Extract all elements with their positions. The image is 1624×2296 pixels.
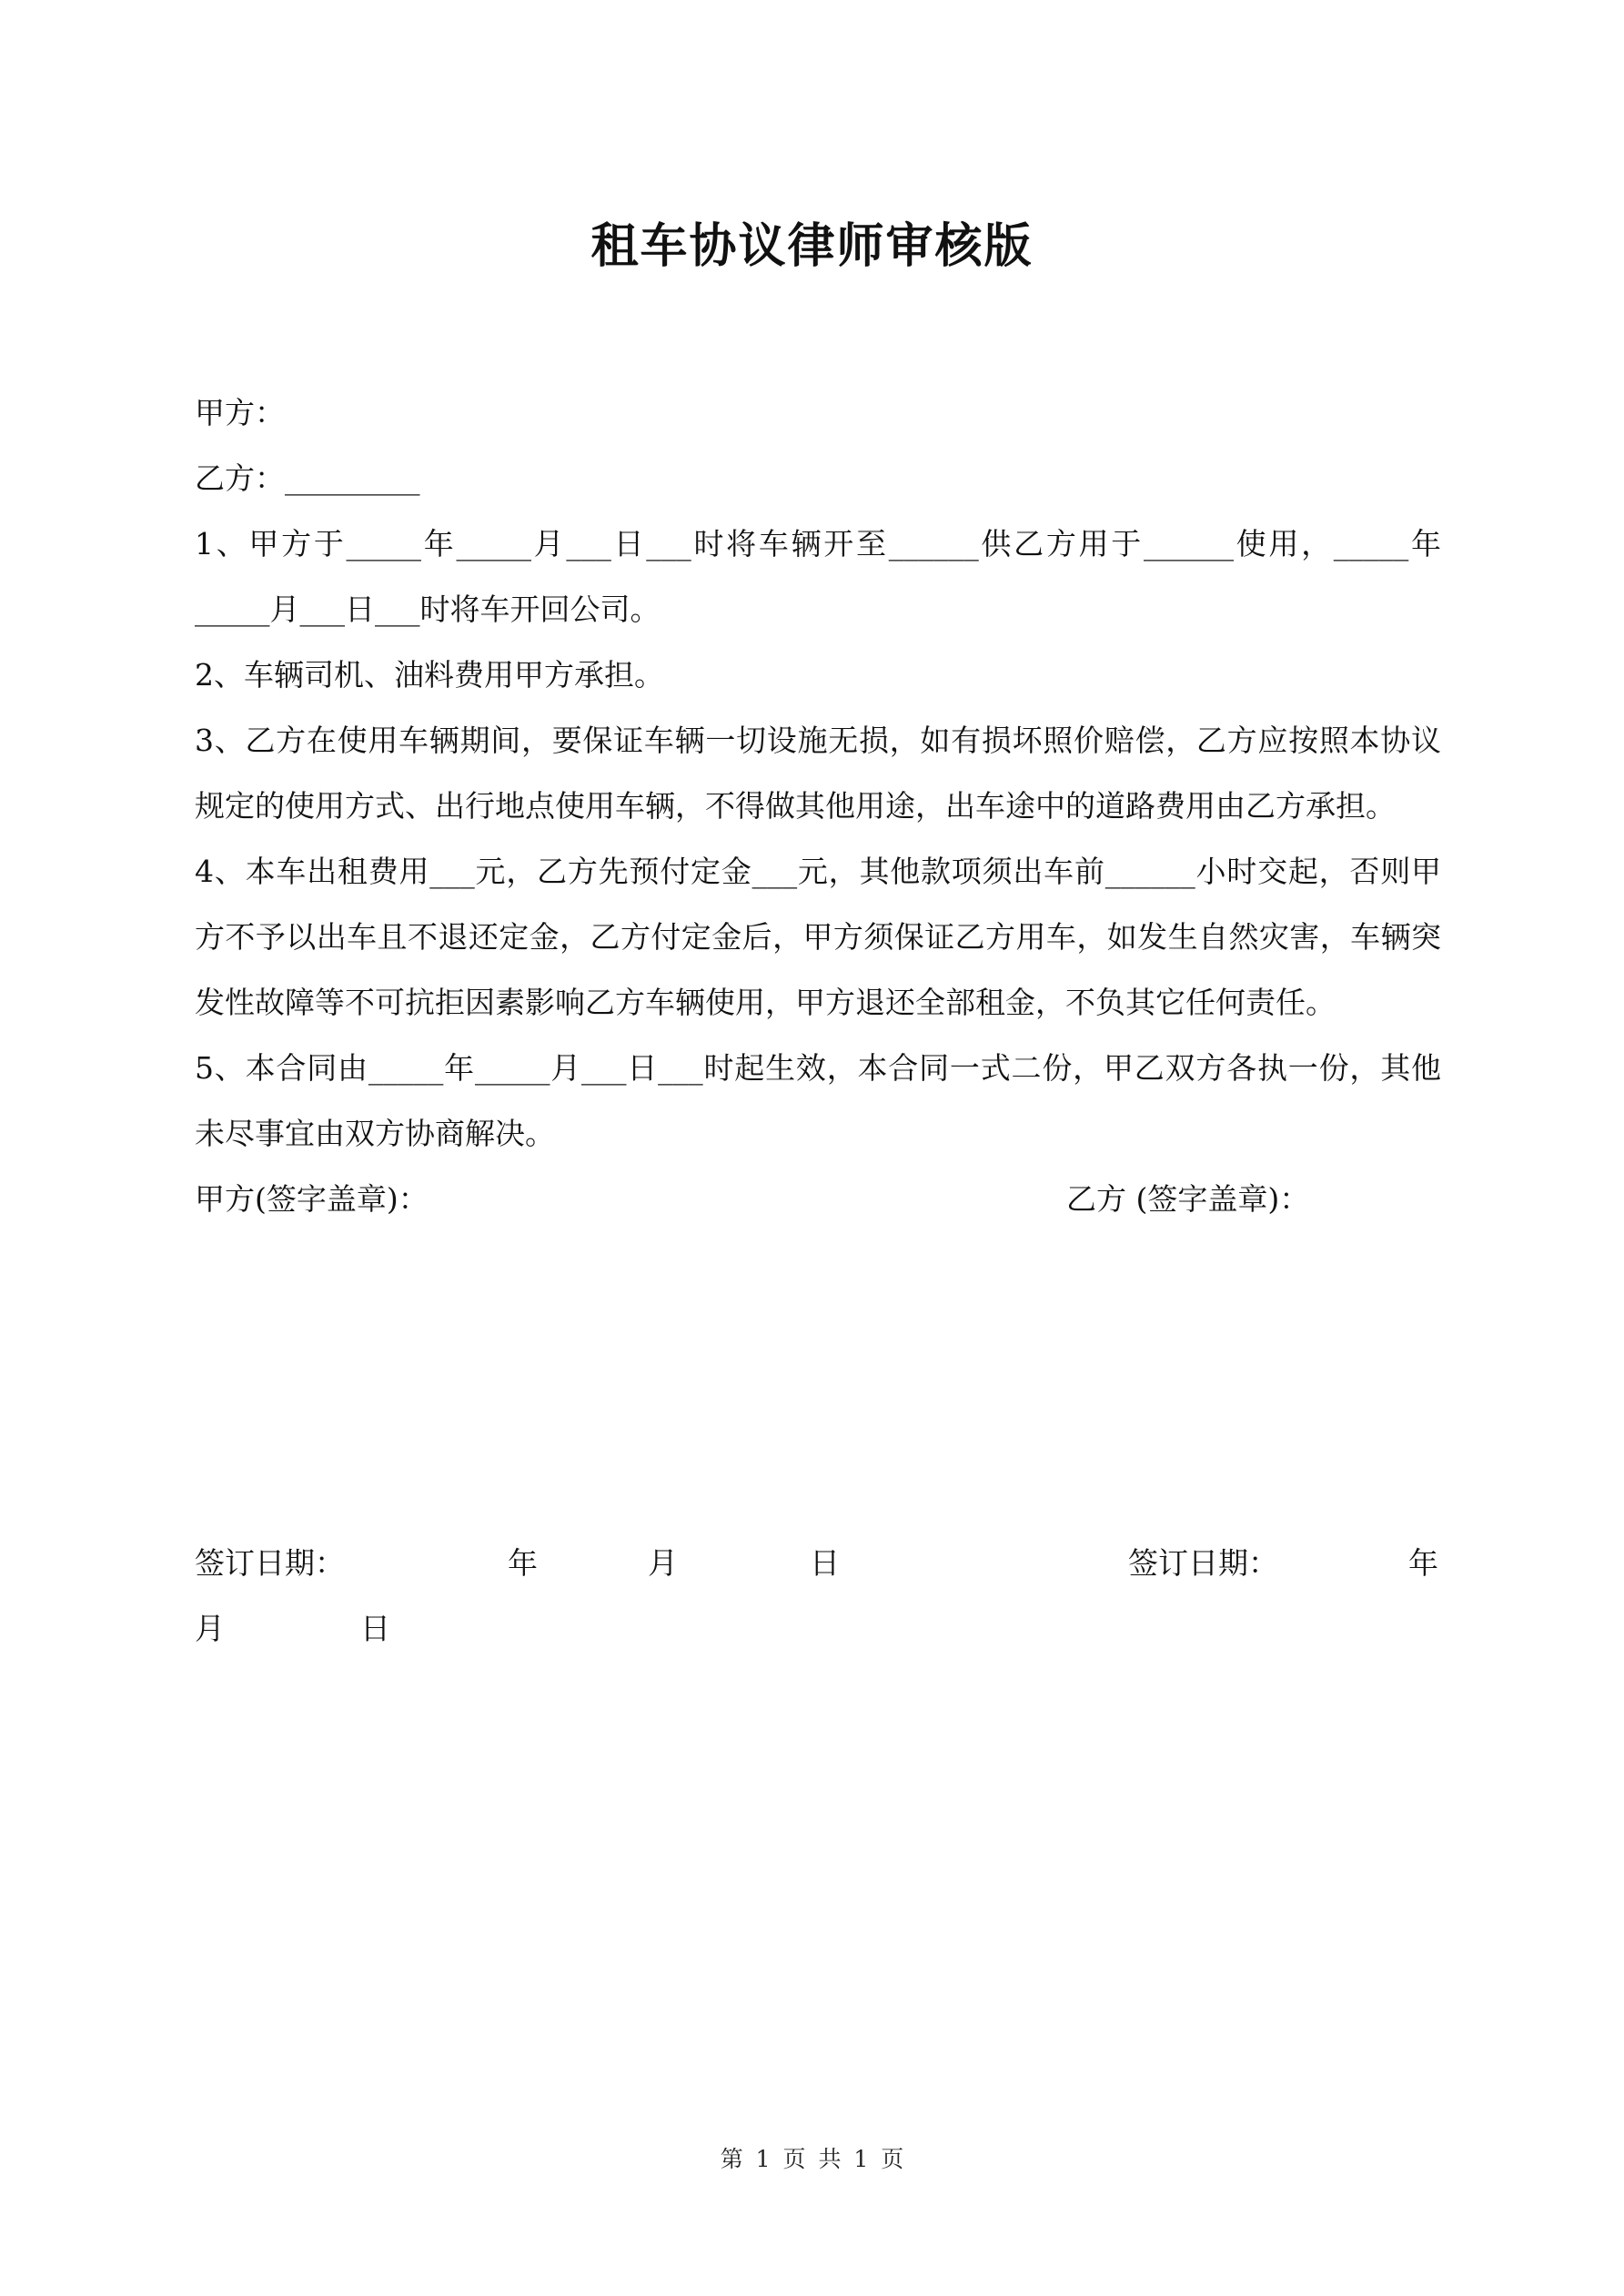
- page-footer: 第 1 页 共 1 页: [720, 2146, 904, 2172]
- signing-date-year-a: 年: [508, 1545, 538, 1581]
- clause-1: 1、甲方于_____年_____月___日___时将车辆开至______供乙方用于______使用，_____年_____月___日___时将车开回公司。: [195, 526, 1441, 627]
- signing-date-block: [195, 1531, 1441, 1662]
- signing-date-month-a: 月: [648, 1545, 678, 1581]
- document-body: [195, 380, 1441, 1232]
- signing-date-label-a: 签订日期：: [195, 1545, 345, 1581]
- party-a-signature-label: 甲方(签字盖章)：: [195, 1181, 429, 1217]
- party-b-signature-label: 乙方 (签字盖章)：: [1066, 1181, 1310, 1217]
- signing-date-day-a: 日: [810, 1545, 840, 1581]
- signing-date-year-b: 年: [1408, 1545, 1438, 1581]
- clause-5: 5、本合同由_____年_____月___日___时起生效，本合同一式二份，甲乙双方各执一份，其他未尽事宜由双方协商解决。: [195, 1050, 1441, 1151]
- signing-date-line-2: [195, 1596, 1441, 1662]
- signature-row: [195, 1167, 1441, 1232]
- clause-4: 4、本车出租费用___元，乙方先预付定金___元，其他款项须出车前______小时交起，否则甲方不予以出车且不退还定金，乙方付定金后，甲方须保证乙方用车，如发生自然灾害，车辆突发性故障等不可抗拒因素影响乙方车辆使用，甲方退还全部租金，不负其它任何责任。: [195, 854, 1441, 1020]
- clause-2: 2、车辆司机、油料费用甲方承担。: [195, 657, 664, 693]
- signing-date-day-b: 日: [360, 1611, 390, 1646]
- party-b-line: 乙方：_________: [195, 460, 420, 496]
- signing-date-month-b: 月: [195, 1611, 225, 1646]
- signing-date-label-b: 签订日期：: [1128, 1545, 1278, 1581]
- signing-date-line-1: [195, 1531, 1441, 1596]
- document-title: 租车协议律师审核版: [590, 219, 1034, 274]
- clause-3: 3、乙方在使用车辆期间，要保证车辆一切设施无损，如有损坏照价赔偿，乙方应按照本协议规定的使用方式、出行地点使用车辆，不得做其他用途，出车途中的道路费用由乙方承担。: [195, 723, 1441, 824]
- party-a-line: 甲方：: [195, 395, 285, 430]
